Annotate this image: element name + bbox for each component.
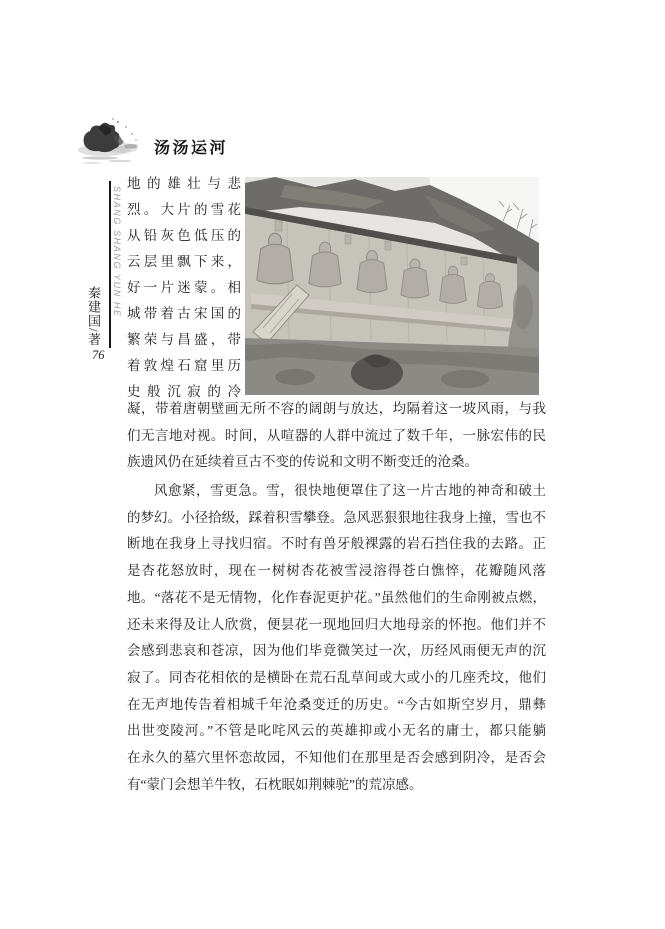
text-line: 族遗风仍在延续着亘古不变的传说和文明不断变迁的沧桑。	[127, 454, 478, 470]
text-line: 们无言地对视。时间，从喧器的人群中流过了数千年，一脉宏伟的民	[127, 427, 546, 443]
series-title: 汤汤运河	[154, 140, 229, 157]
paragraph1-full-width	[127, 396, 546, 476]
text-line: 出世变陵河。”不管是叱咤风云的英雄抑或小无名的庸士，都只能躺	[127, 723, 546, 739]
stone-relief-graphic	[245, 177, 539, 395]
author-name-vertical: 秦建国/著	[86, 286, 101, 347]
text-line: 在永久的墓穴里怀恋故园，不知他们在那里是否会感到阴冷，是否会	[127, 750, 546, 766]
stone-relief-photo	[245, 177, 539, 395]
paragraph1-wrapped-column	[127, 171, 241, 405]
text-line: 在无声地传告着相城千年沧桑变迁的历史。“今古如斯空岁月，鼎彝	[127, 696, 546, 712]
page-number: 76	[92, 348, 105, 362]
paragraph2	[127, 478, 546, 798]
ink-painting-logo	[70, 114, 146, 170]
series-pinyin-vertical: SHANG SHANG YUN HE	[112, 186, 122, 318]
text-line: 风愈紧，雪更急。雪，很快地便罩住了这一片古地的神奇和破土	[154, 483, 546, 498]
text-line: 史般沉寂的冷	[127, 384, 241, 399]
text-line: 凝，带着唐朝壁画无所不容的阔朗与放达，均隔着这一坡风雨，与我	[127, 401, 546, 416]
text-line: 地的雄壮与悲	[127, 176, 241, 191]
text-line: 云层里飘下来，	[127, 254, 241, 269]
text-line: 会感到悲哀和苍凉，因为他们毕竟微笑过一次，历经风雨便无声的沉	[127, 643, 546, 659]
text-line: 有“蒙门会想羊牛牧，石枕眠如荆棘驼”的荒凉感。	[127, 776, 423, 792]
text-line: 地。“落花不是无情物，化作春泥更护花。”虽然他们的生命刚被点燃，	[127, 589, 546, 605]
text-line: 着敦煌石窟里历	[127, 358, 241, 373]
text-line: 城带着古宋国的	[127, 306, 241, 321]
text-line: 烈。大片的雪花	[127, 202, 241, 217]
text-line: 繁荣与昌盛，带	[127, 332, 241, 347]
ink-painting-graphic	[70, 114, 146, 170]
text-line: 断地在我身上寻找归宿。不时有兽牙般裸露的岩石挡住我的去路。正	[127, 536, 546, 552]
text-line: 寂了。同杏花相依的是横卧在荒石乱草间或大或小的几座秃坟，他们	[127, 669, 546, 685]
text-line: 还未来得及让人欣赏，便昙花一现地回归大地母亲的怀抱。他们并不	[127, 616, 546, 632]
text-line: 的梦幻。小径拾级，踩着积雪攀登。急风恶狠狠地往我身上撞，雪也不	[127, 509, 546, 525]
text-line: 好一片迷蒙。相	[127, 280, 241, 295]
text-line: 从铅灰色低压的	[127, 228, 241, 243]
text-line: 是杏花怒放时，现在一树树杏花被雪浸溶得苍白憔悴，花瓣随风落	[127, 563, 546, 579]
